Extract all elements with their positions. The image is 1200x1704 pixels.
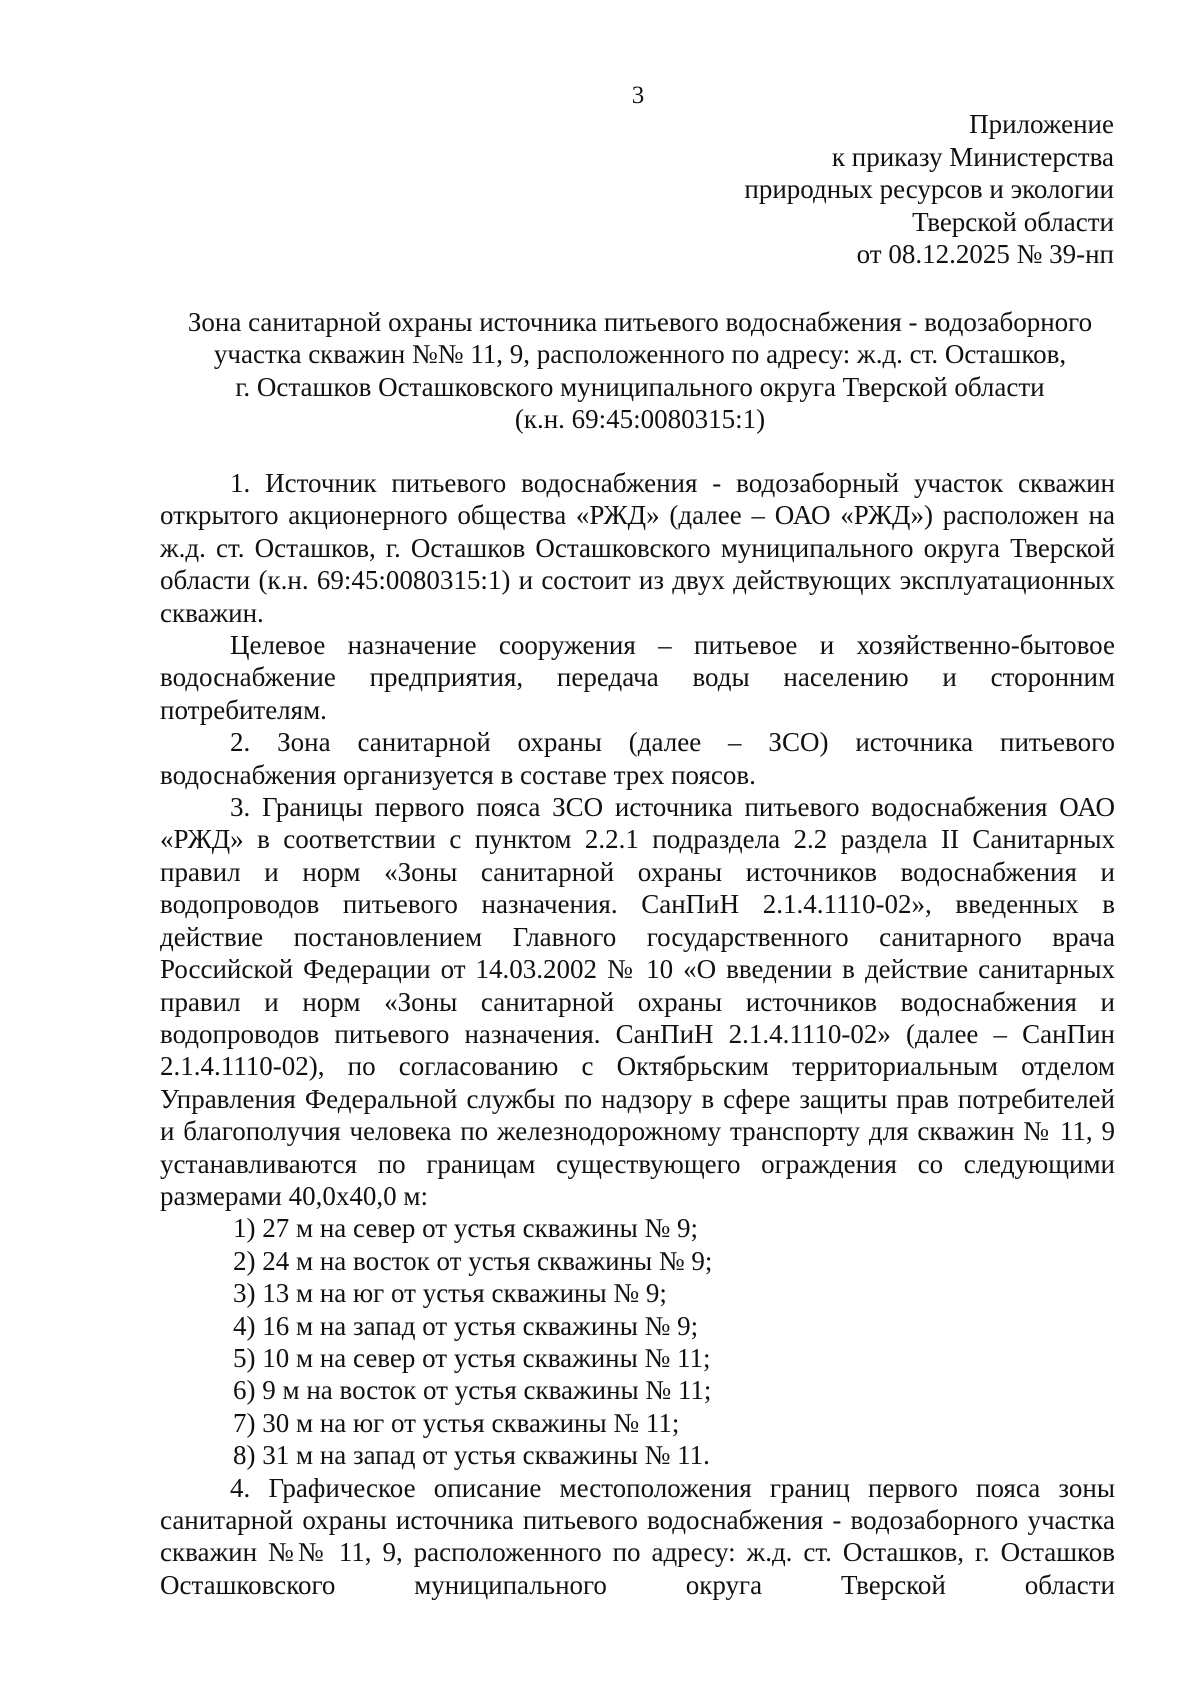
appendix-date-number: от 08.12.2025 № 39-нп: [856, 239, 1114, 269]
list-item: 3) 13 м на юг от устья скважины № 9;: [233, 1278, 667, 1309]
page-number: 3: [631, 82, 645, 109]
list-item: 8) 31 м на запад от устья скважины № 11.: [233, 1440, 710, 1471]
list-item: 7) 30 м на юг от устья скважины № 11;: [233, 1407, 680, 1438]
list-item: 1) 27 м на север от устья скважины № 9;: [233, 1213, 699, 1244]
title-line: Зона санитарной охраны источника питьевого водоснабжения - водозаборного: [187, 307, 1093, 337]
list-item: 2) 24 м на восток от устья скважины № 9;: [233, 1245, 713, 1276]
paragraph-1: 1. Источник питьевого водоснабжения - водозаборный участок скважин открытого акционерного общества «РЖД» (далее – ОАО «РЖД») расположен на ж.д. ст. Осташков, г. Осташков Осташковского муниципального округа Тверской области (к.н. 69:45:0080315:1) и состоит из двух действующих эксплуатационных скважин.: [160, 468, 1115, 628]
appendix-line: природных ресурсов и экологии: [744, 174, 1114, 204]
document-body: [160, 467, 1115, 1601]
appendix-line: Приложение: [969, 109, 1114, 139]
paragraph-4: 3. Границы первого пояса ЗСО источника питьевого водоснабжения ОАО «РЖД» в соответствии с пунктом 2.2.1 подраздела 2.2 раздела II Санитарных правил и норм «Зоны санитарной охраны источников водоснабжения и водопроводов питьевого назначения. СанПиН 2.1.4.1110-02», введенных в действие постановлением Главного государственного санитарного врача Российской Федерации от 14.03.2002 № 10 «О введении в действие санитарных правил и норм «Зоны санитарной охраны источников водоснабжения и водопроводов питьевого назначения. СанПиН 2.1.4.1110-02» (далее – СанПин 2.1.4.1110-02), по согласованию с Октябрьским территориальным отделом Управления Федеральной службы по надзору в сфере защиты прав потребителей и благополучия человека по железнодорожному транспорту для скважин № 11, 9 устанавливаются по границам существующего ограждения со следующими размерами 40,0х40,0 м:: [160, 792, 1115, 1211]
title-line: г. Осташков Осташковского муниципального округа Тверской области: [235, 371, 1045, 402]
list-item: 6) 9 м на восток от устья скважины № 11;: [233, 1375, 712, 1406]
appendix-line: к приказу Министерства: [831, 141, 1114, 172]
title-line: участка скважин №№ 11, 9, расположенного по адресу: ж.д. ст. Осташков,: [213, 339, 1067, 370]
list-item: 4) 16 м на запад от устья скважины № 9;: [233, 1310, 699, 1341]
paragraph-3: 2. Зона санитарной охраны (далее – ЗСО) источника питьевого водоснабжения организуется в составе трех поясов.: [160, 727, 1115, 790]
paragraph-5: 4. Графическое описание местоположения границ первого пояса зоны санитарной охраны источника питьевого водоснабжения - водозаборного участка скважин №№ 11, 9, расположенного по адресу: ж.д. ст. Осташков, г. Осташков Осташковского муниципального округа Тверской области: [160, 1472, 1115, 1600]
appendix-line: Тверской области: [912, 206, 1114, 237]
document-title: [150, 306, 1130, 435]
title-cadastral-number: (к.н. 69:45:0080315:1): [514, 403, 766, 434]
appendix-header: [744, 108, 1114, 271]
list-item: 5) 10 м на север от устья скважины № 11;: [233, 1342, 711, 1373]
paragraph-2: Целевое назначение сооружения – питьевое и хозяйственно-бытовое водоснабжение предприятия, передача воды населению и сторонним потребителям.: [160, 630, 1115, 725]
